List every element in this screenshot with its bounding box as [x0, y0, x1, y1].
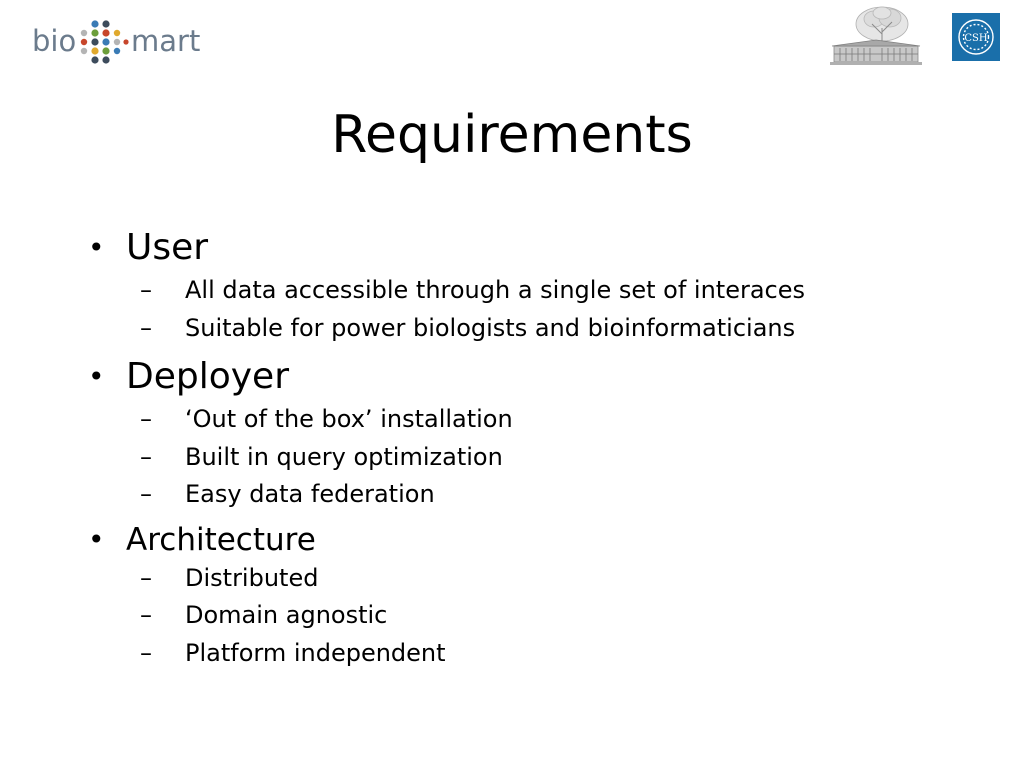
section-user	[88, 224, 988, 272]
list-item	[140, 635, 988, 673]
section-deployer-items	[88, 401, 988, 514]
list-item-text: Built in query optimization	[185, 442, 503, 471]
list-item-text: Distributed	[185, 563, 319, 592]
slide-title: Requirements	[331, 105, 693, 165]
biomart-dots-icon	[81, 20, 129, 63]
list-item-text: Easy data federation	[185, 480, 435, 508]
requirements-list	[88, 224, 988, 678]
list-item	[140, 597, 988, 635]
section-user-items	[88, 272, 988, 347]
list-item	[140, 310, 988, 348]
dash-icon: –	[140, 480, 152, 508]
csh-seal-text: CSH	[964, 33, 988, 44]
section-label: User	[126, 227, 209, 268]
section-architecture-items	[88, 560, 988, 673]
building-tree-logo	[830, 4, 922, 68]
list-item	[140, 439, 988, 477]
bullet-icon: •	[88, 231, 105, 264]
dash-icon: –	[140, 442, 152, 471]
section-architecture	[88, 520, 988, 560]
dash-icon: –	[140, 638, 152, 667]
list-item-text: Platform independent	[185, 638, 446, 667]
list-item	[140, 476, 988, 514]
bullet-icon: •	[88, 522, 105, 556]
list-item	[140, 560, 988, 598]
list-item-text: ‘Out of the box’ installation	[185, 405, 513, 433]
dash-icon: –	[140, 405, 152, 433]
dash-icon: –	[140, 601, 152, 629]
list-item-text: All data accessible through a single set of interaces	[185, 276, 806, 304]
dash-icon: –	[140, 563, 152, 592]
list-item	[140, 272, 988, 310]
biomart-logo	[32, 12, 207, 70]
list-item-text: Domain agnostic	[185, 601, 388, 629]
dash-icon: –	[140, 276, 152, 304]
list-item-text: Suitable for power biologists and bioinformaticians	[185, 313, 796, 342]
dash-icon: –	[140, 313, 152, 342]
csh-seal-logo	[952, 13, 1000, 61]
list-item	[140, 401, 988, 439]
section-deployer	[88, 353, 988, 401]
section-label: Architecture	[126, 521, 316, 558]
biomart-logo-text-mart: mart	[131, 24, 201, 58]
section-label: Deployer	[126, 356, 290, 397]
biomart-logo-text-bio: bio	[32, 24, 77, 58]
bullet-icon: •	[88, 360, 105, 393]
building-icon	[830, 40, 922, 65]
